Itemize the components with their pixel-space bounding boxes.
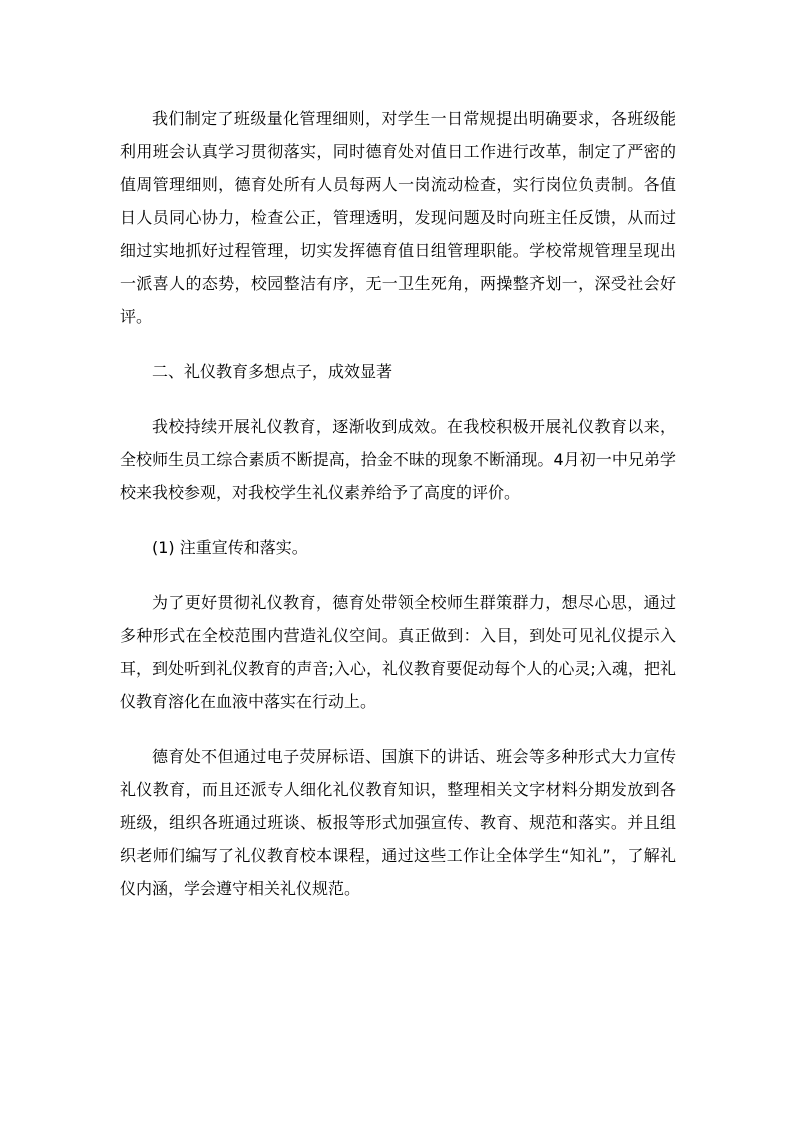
section-heading-etiquette: 二、礼仪教育多想点子，成效显著 [152, 362, 393, 381]
paragraph-etiquette-promotion: 德育处不但通过电子荧屏标语、国旗下的讲话、班会等多种形式大力宣传礼仪教育，而且还派专人细化礼仪教育知识，整理相关文字材料分期发放到各班级，组织各班通过班谈、板报等形式加强宣传、教育、规范和落实。并且组织老师们编写了礼仪教育校本课程，通过这些工作让全体学生“知礼”，了解礼仪内涵，学会遵守相关礼仪规范。 [120, 747, 676, 898]
document-page [120, 102, 676, 905]
paragraph-class-management: 我们制定了班级量化管理细则，对学生一日常规提出明确要求，各班级能利用班会认真学习贯彻落实，同时德育处对值日工作进行改革，制定了严密的值周管理细则，德育处所有人员每两人一岗流动检查，实行岗位负责制。各值日人员同心协力，检查公正，管理透明，发现问题及时向班主任反馈，从而过细过实地抓好过程管理，切实发挥德育值日组管理职能。学校常规管理呈现出一派喜人的态势，校园整洁有序，无一卫生死角，两操整齐划一，深受社会好评。 [120, 109, 676, 326]
paragraph-etiquette-space: 为了更好贯彻礼仪教育，德育处带领全校师生群策群力，想尽心思，通过多种形式在全校范围内营造礼仪空间。真正做到：入目，到处可见礼仪提示入耳，到处听到礼仪教育的声音;入心，礼仪教育要促动每个人的心灵;入魂，把礼仪教育溶化在血液中落实在行动上。 [120, 593, 676, 711]
paragraph-etiquette-results: 我校持续开展礼仪教育，逐渐收到成效。在我校积极开展礼仪教育以来，全校师生员工综合素质不断提高，拾金不昧的现象不断涌现。4月初一中兄弟学校来我校参观，对我校学生礼仪素养给予了高度的评价。 [120, 417, 676, 502]
subheading-promotion: (1) 注重宣传和落实。 [152, 538, 308, 557]
